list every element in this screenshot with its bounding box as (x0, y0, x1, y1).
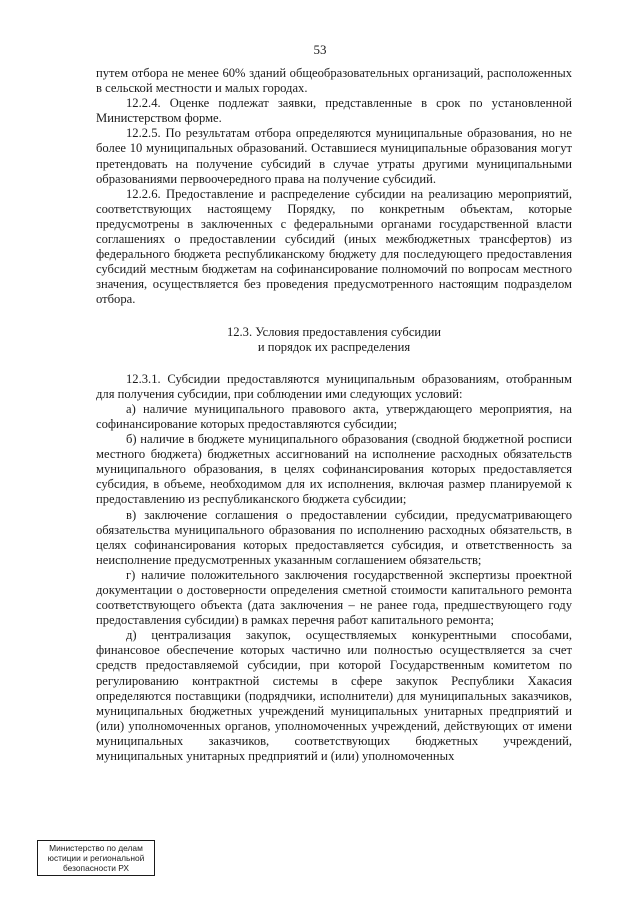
condition-v: в) заключение соглашения о предоставлении субсидии, предусматривающего обязательства муниципального образования по исполнению расходных обязательств, в целях софинансирования которых предоставляется субсидия, и ответственность за неисполнение предусмотренных указанным соглашением обязательств; (96, 507, 572, 567)
ministry-stamp (37, 840, 155, 876)
paragraph-12-2-5: 12.2.5. По результатам отбора определяются муниципальные образования, но не более 10 муниципальных образований. Оставшиеся муниципальные образования могут претендовать на получение субсидий в случае утраты другими муниципальными образованиями первоочередного права на получение субсидий. (96, 126, 572, 186)
condition-b: б) наличие в бюджете муниципального образования (сводной бюджетной росписи местного бюджета) бюджетных ассигнований на исполнение расходных обязательств муниципального образования, в целях софинансирования которых предоставляется субсидия, в объеме, необходимом для их исполнения, включая размер планируемой к предоставлению из республиканского бюджета субсидии; (96, 432, 572, 507)
paragraph-12-2-4: 12.2.4. Оценке подлежат заявки, представленные в срок по установленной Министерством форме. (96, 96, 572, 126)
paragraph-12-2-6: 12.2.6. Предоставление и распределение субсидии на реализацию мероприятий, соответствующих настоящему Порядку, по конкретным объектам, которые предусмотрены в заключенных с федеральными органами государственной власти соглашениях о предоставлении субсидий (иных межбюджетных трансфертов) из федерального бюджета республиканскому бюджету для последующего предоставления субсидий местным бюджетам на софинансирование полномочий по вопросам местного значения, осуществляется без проведения предусмотренного настоящим подразделом отбора. (96, 186, 572, 307)
section-heading (96, 325, 572, 355)
paragraph-continuation: путем отбора не менее 60% зданий общеобразовательных организаций, расположенных в сельской местности и малых городах. (96, 66, 572, 96)
stamp-line2: юстиции и региональной (47, 853, 145, 863)
condition-a: а) наличие муниципального правового акта, утверждающего мероприятия, на софинансирование которых предоставляются субсидии; (96, 401, 572, 431)
paragraph-12-3-1: 12.3.1. Субсидии предоставляются муниципальным образованиям, отобранным для получения субсидии, при соблюдении ими следующих условий: (96, 371, 572, 401)
page-number: 53 (313, 42, 327, 57)
stamp-line1: Министерство по делам (49, 843, 143, 853)
section-heading-line2: и порядок их распределения (257, 339, 411, 354)
condition-g: г) наличие положительного заключения государственной экспертизы проектной документации о достоверности определения сметной стоимости капитального ремонта соответствующего объекта (дата заключения – не ранее года, предшествующего году предоставления субсидии) в рамках перечня работ капитального ремонта; (96, 567, 572, 628)
section-heading-line1: 12.3. Условия предоставления субсидии (226, 324, 442, 339)
stamp-line3: безопасности РХ (62, 863, 130, 873)
document-body (96, 66, 572, 764)
condition-d: д) централизация закупок, осуществляемых конкурентными способами, финансовое обеспечение которых частично или полностью осуществляется за счет средств предоставляемой субсидии, при которой Государственным комитетом по регулированию контрактной системы в сфере закупок Республики Хакасия определяются поставщики (подрядчики, исполнители) для муниципальных заказчиков, муниципальных бюджетных учреждений муниципальных унитарных предприятий и (или) уполномоченных органов, уполномоченных учреждений, действующих от имени муниципальных заказчиков, соответствующих бюджетных учреждений, муниципальных унитарных предприятий и (или) уполномоченных (96, 628, 572, 764)
